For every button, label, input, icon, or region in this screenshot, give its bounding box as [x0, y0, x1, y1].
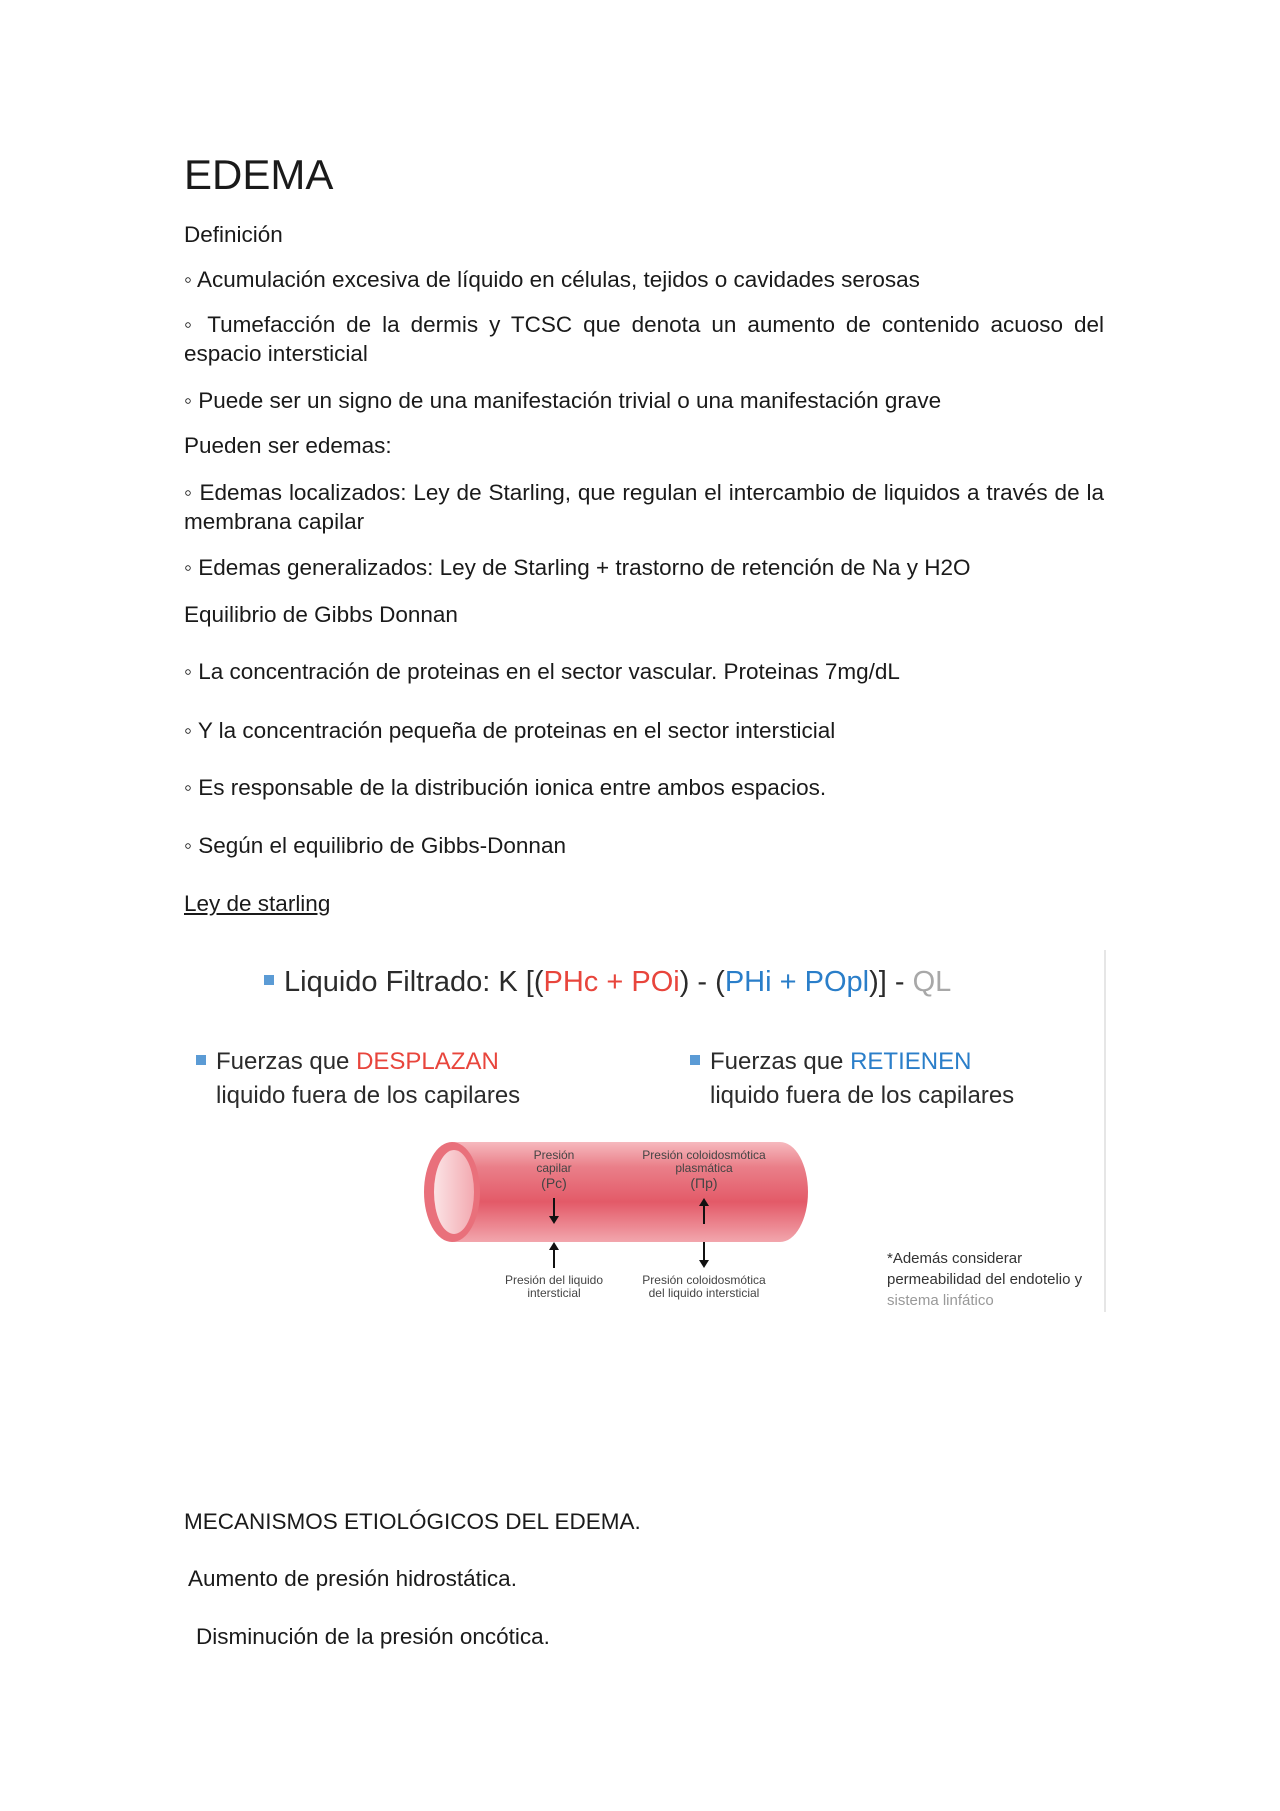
arrow-down-icon — [544, 1196, 564, 1226]
starling-figure — [184, 950, 1104, 1312]
pp-label-1: Presión coloidosmótica — [642, 1148, 766, 1162]
page-title: EDEMA — [184, 151, 334, 198]
formula — [264, 964, 951, 1000]
formula-poi: POi — [631, 966, 680, 998]
formula-plus-1: + — [598, 966, 632, 998]
tipos-heading: Pueden ser edemas: — [184, 433, 392, 458]
definicion-bullet-2: ◦ Tumefacción de la dermis y TCSC que denota un aumento de contenido acuoso del espacio intersticial — [184, 312, 1104, 366]
figure-border — [1104, 950, 1106, 1312]
tipos-bullet-1: ◦ Edemas localizados: Ley de Starling, que regulan el intercambio de liquidos a través de la membrana capilar — [184, 480, 1104, 534]
pci-label — [624, 1274, 784, 1300]
pp-label — [624, 1149, 784, 1192]
note-line-1: *Además considerar — [887, 1250, 1023, 1267]
desplazan-label — [196, 1045, 520, 1113]
formula-popl: POpl — [804, 966, 870, 998]
pi-label — [484, 1274, 624, 1300]
gibbs-bullet-2: ◦ Y la concentración pequeña de proteinas en el sector intersticial — [184, 718, 836, 743]
retienen-label-a: Fuerzas que — [710, 1048, 851, 1075]
formula-mid: ) - ( — [679, 966, 725, 998]
bullet-square-icon — [264, 975, 274, 985]
pci-label-2: del liquido intersticial — [648, 1286, 760, 1300]
pc-label-1: Presión — [533, 1148, 575, 1162]
arrow-down-icon — [694, 1240, 714, 1270]
pi-label-2: intersticial — [527, 1286, 581, 1300]
pc-label-2: capilar — [536, 1161, 572, 1175]
pc-label — [504, 1149, 604, 1192]
formula-plus-2: + — [771, 966, 805, 998]
mecanismo-item-2: Disminución de la presión oncótica. — [196, 1624, 550, 1649]
definicion-heading: Definición — [184, 222, 283, 247]
desplazan-label-b: DESPLAZAN — [356, 1048, 499, 1075]
formula-phi: PHi — [724, 966, 772, 998]
note-line-2: permeabilidad del endotelio y — [887, 1271, 1083, 1288]
arrow-up-icon — [694, 1196, 714, 1226]
retienen-label-c: liquido fuera de los capilares — [710, 1082, 1015, 1109]
mecanismos-heading: MECANISMOS ETIOLÓGICOS DEL EDEMA. — [184, 1509, 641, 1534]
definicion-bullet-1: ◦ Acumulación excesiva de líquido en células, tejidos o cavidades serosas — [184, 267, 920, 292]
vessel-opening-inner — [434, 1150, 474, 1234]
pp-label-2: plasmática — [675, 1161, 733, 1175]
note-line-3: sistema linfático — [887, 1292, 994, 1309]
starling-heading: Ley de starling — [184, 891, 331, 916]
arrow-up-icon — [544, 1240, 564, 1270]
gibbs-bullet-1: ◦ La concentración de proteinas en el sector vascular. Proteinas 7mg/dL — [184, 659, 900, 684]
pp-label-3: (Πp) — [690, 1175, 718, 1191]
formula-prefix: Liquido Filtrado: K [( — [284, 966, 544, 998]
formula-end: )] - — [869, 966, 913, 998]
retienen-label — [690, 1045, 1014, 1113]
note — [887, 1248, 1082, 1311]
desplazan-label-a: Fuerzas que — [216, 1048, 357, 1075]
formula-phc: PHc — [543, 966, 599, 998]
bullet-square-icon — [690, 1055, 700, 1065]
pi-label-1: Presión del liquido — [504, 1273, 604, 1287]
gibbs-heading: Equilibrio de Gibbs Donnan — [184, 602, 458, 627]
retienen-label-b: RETIENEN — [850, 1048, 972, 1075]
pci-label-1: Presión coloidosmótica — [642, 1273, 766, 1287]
tipos-bullet-2: ◦ Edemas generalizados: Ley de Starling + trastorno de retención de Na y H2O — [184, 555, 971, 580]
bullet-square-icon — [196, 1055, 206, 1065]
formula-ql: QL — [912, 966, 952, 998]
gibbs-bullet-4: ◦ Según el equilibrio de Gibbs-Donnan — [184, 833, 566, 858]
definicion-bullet-3: ◦ Puede ser un signo de una manifestación trivial o una manifestación grave — [184, 388, 942, 413]
pc-label-3: (Pc) — [541, 1175, 567, 1191]
mecanismo-item-1: Aumento de presión hidrostática. — [188, 1566, 517, 1591]
desplazan-label-c: liquido fuera de los capilares — [216, 1082, 521, 1109]
gibbs-bullet-3: ◦ Es responsable de la distribución ionica entre ambos espacios. — [184, 775, 827, 800]
